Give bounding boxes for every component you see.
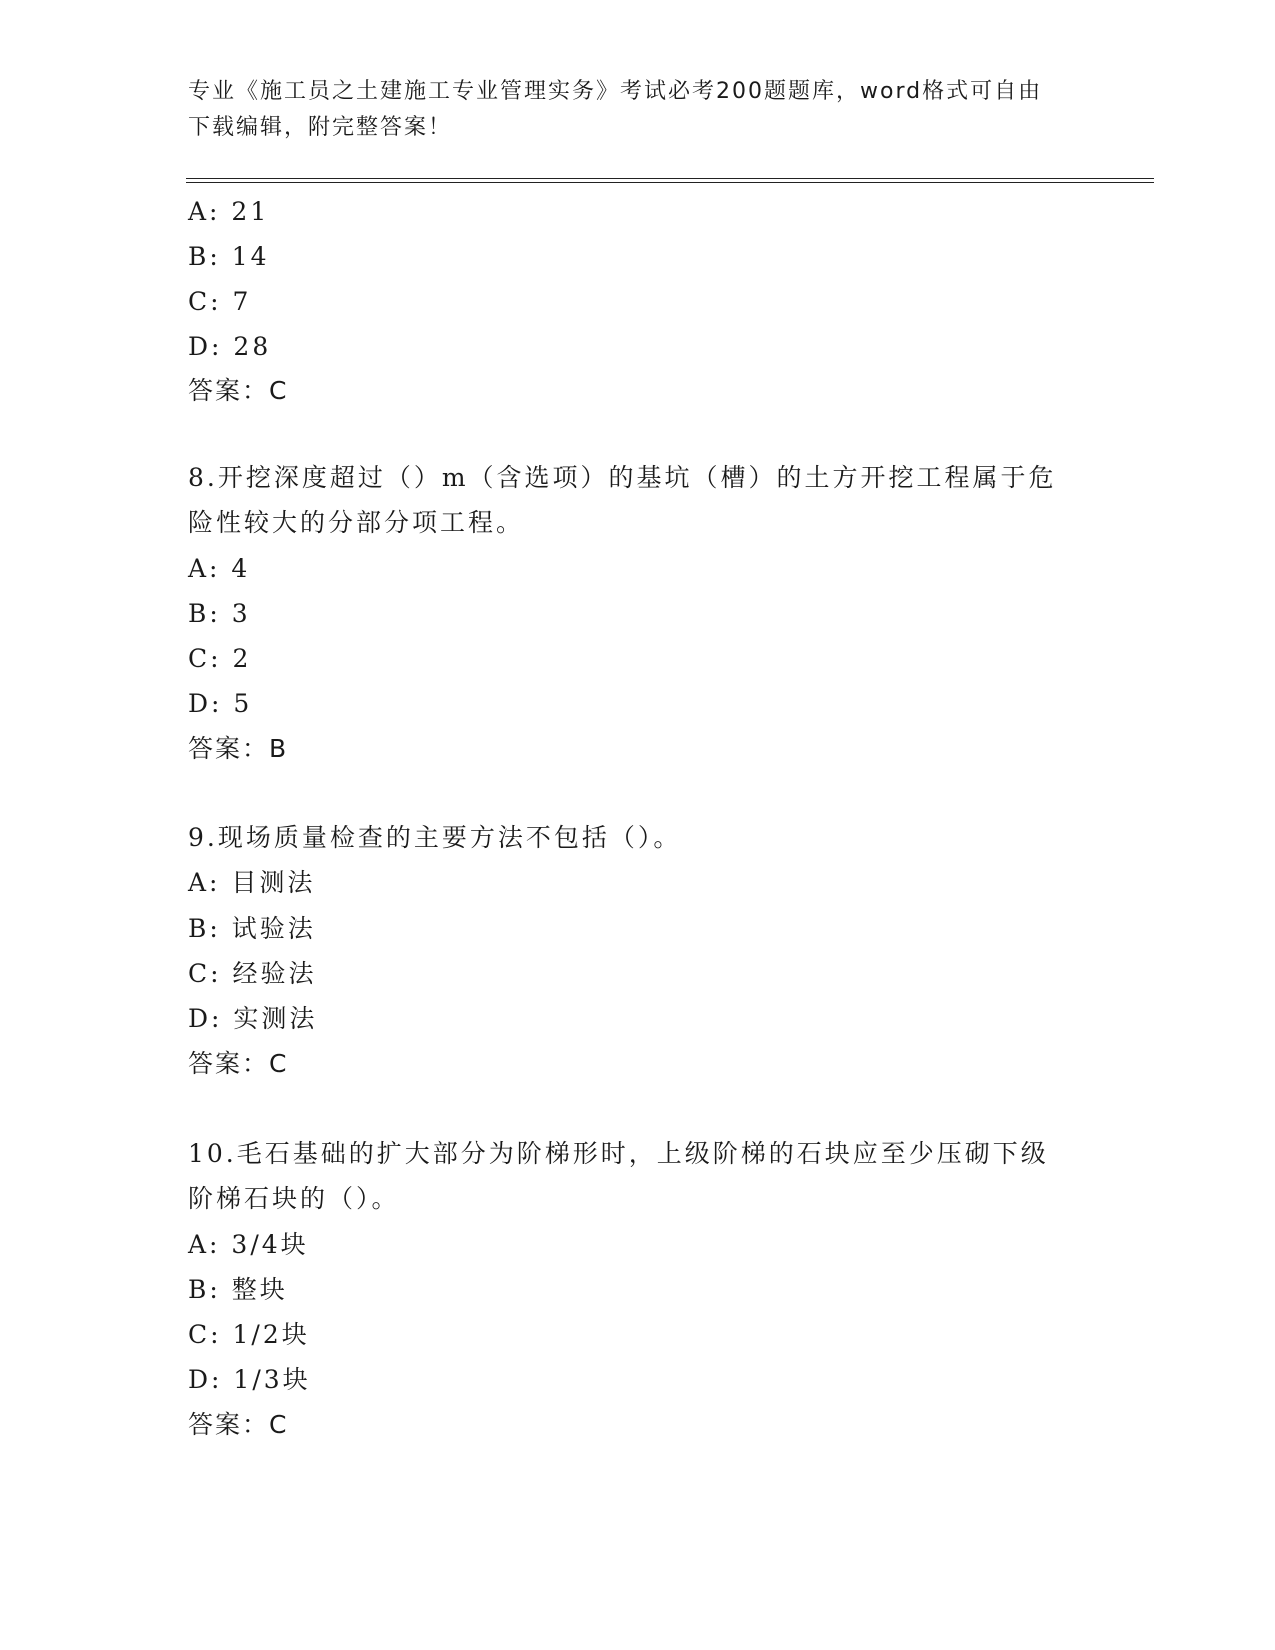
q8-option-a: A: 4	[188, 554, 251, 583]
q10-option-c: C: 1/2块	[188, 1320, 310, 1349]
header-line-1: 专业《施工员之土建施工专业管理实务》考试必考200题题库，word格式可自由	[188, 79, 1043, 104]
q8-answer: 答案：B	[188, 734, 289, 763]
q8-stem-line-2: 险性较大的分部分项工程。	[188, 508, 525, 537]
q8-option-d: D: 5	[188, 689, 253, 718]
q8-option-b: B: 3	[188, 599, 251, 628]
q9-option-b: B: 试验法	[188, 914, 316, 943]
q10-stem-line-1: 10.毛石基础的扩大部分为阶梯形时，上级阶梯的石块应至少压砌下级	[188, 1139, 1049, 1168]
q10-option-a: A: 3/4块	[188, 1230, 309, 1259]
q7-option-a: A: 21	[188, 197, 270, 226]
q7-option-c: C: 7	[188, 287, 252, 316]
q9-answer: 答案：C	[188, 1049, 289, 1078]
q7-option-d: D: 28	[188, 332, 272, 361]
header-line-2: 下载编辑，附完整答案！	[188, 115, 453, 140]
header-divider-top	[186, 178, 1154, 179]
q8-stem-line-1: 8.开挖深度超过（）m（含选项）的基坑（槽）的土方开挖工程属于危	[188, 463, 1057, 492]
q9-stem-line-1: 9.现场质量检查的主要方法不包括（）。	[188, 823, 682, 852]
q10-answer: 答案：C	[188, 1410, 289, 1439]
q9-option-a: A: 目测法	[188, 868, 316, 897]
q10-option-d: D: 1/3块	[188, 1365, 311, 1394]
q7-answer: 答案：C	[188, 376, 289, 405]
q10-stem-line-2: 阶梯石块的（）。	[188, 1184, 400, 1213]
q8-option-c: C: 2	[188, 644, 252, 673]
q10-option-b: B: 整块	[188, 1275, 288, 1304]
document-header	[188, 74, 1088, 146]
q7-option-b: B: 14	[188, 242, 270, 271]
header-divider-bottom	[186, 182, 1154, 183]
q9-option-d: D: 实测法	[188, 1004, 318, 1033]
q9-option-c: C: 经验法	[188, 959, 317, 988]
